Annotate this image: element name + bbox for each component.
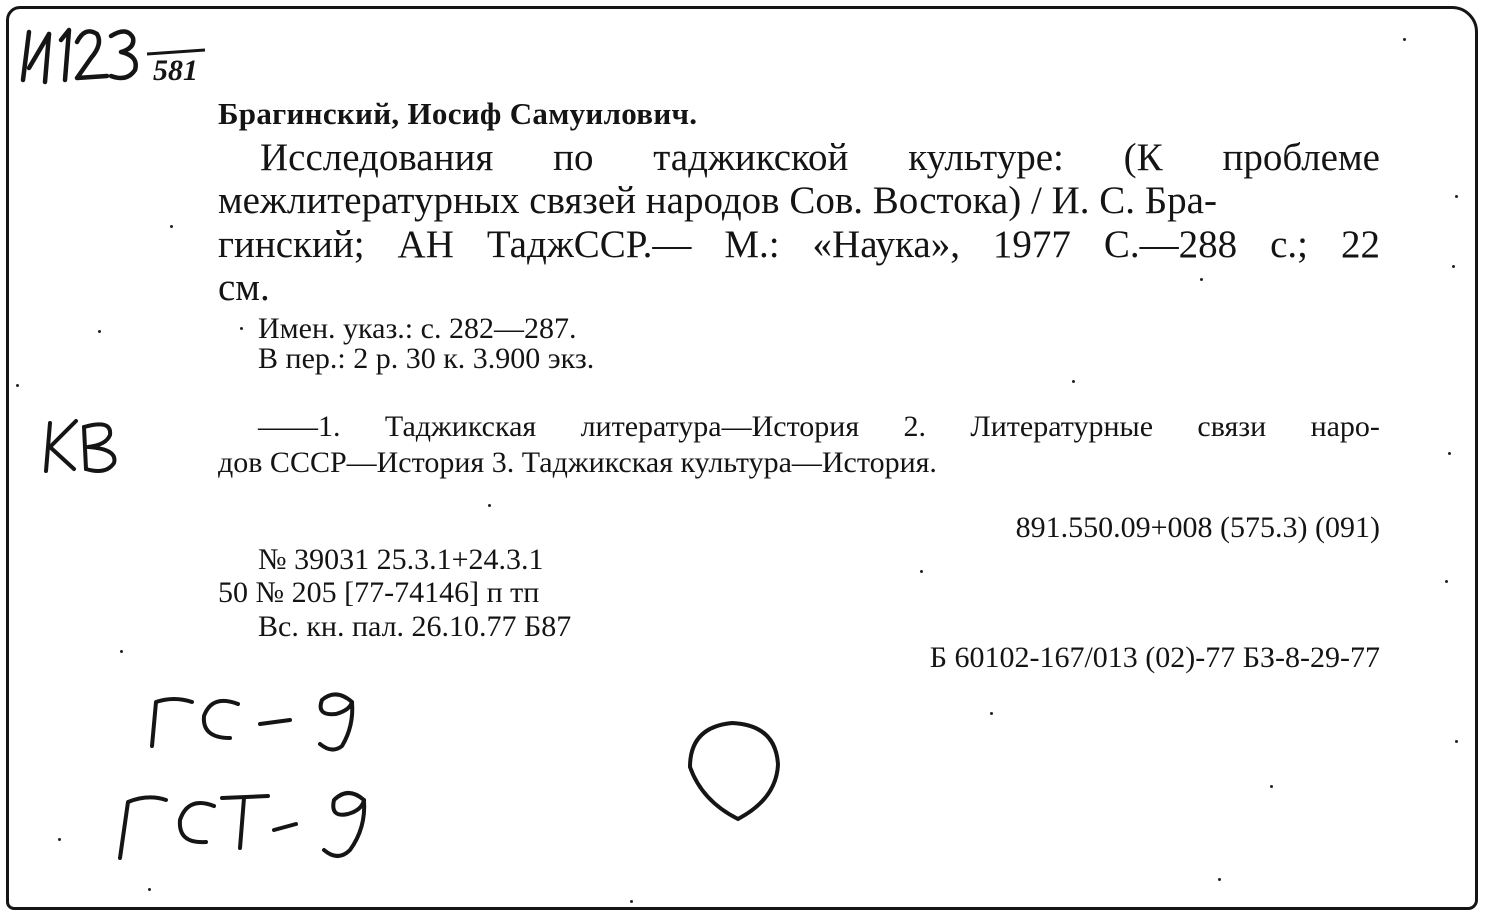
subject-word: ——1. bbox=[258, 410, 341, 443]
subject-word: литература—История bbox=[580, 410, 860, 443]
title-word: таджикской bbox=[653, 136, 849, 179]
subject-word: связи bbox=[1197, 410, 1267, 443]
subject-word: Таджикская bbox=[384, 410, 537, 443]
shelf-mark-handwritten bbox=[15, 18, 215, 90]
title-word: проблеме bbox=[1222, 136, 1380, 179]
udc-code: 891.550.09+008 (575.3) (091) bbox=[1015, 511, 1380, 544]
catalog-number: № 39031 25.3.1+24.3.1 bbox=[258, 543, 544, 576]
book-chamber-line: Вс. кн. пал. 26.10.77 Б87 bbox=[258, 610, 572, 643]
subjects-line-2: дов СССР—История 3. Таджикская культура—История. bbox=[218, 446, 937, 479]
handwritten-gst-9 bbox=[110, 778, 380, 870]
drawn-circle-mark bbox=[680, 715, 790, 827]
note-index: Имен. указ.: с. 282—287. bbox=[258, 312, 577, 345]
title-word: АН bbox=[397, 223, 454, 266]
title-word: 1977 bbox=[992, 223, 1071, 266]
title-word: 22 bbox=[1340, 223, 1380, 266]
title-word: (К bbox=[1123, 136, 1163, 179]
publication-code: Б 60102-167/013 (02)-77 БЗ-8-29-77 bbox=[929, 641, 1380, 674]
title-word: С.—288 bbox=[1103, 223, 1238, 266]
title-line-1 bbox=[260, 138, 1380, 177]
subjects-line-1 bbox=[258, 412, 1380, 442]
handwritten-gs-9 bbox=[140, 680, 380, 760]
note-price: В пер.: 2 р. 30 к. 3.900 экз. bbox=[258, 342, 595, 375]
title-word: М.: bbox=[724, 223, 780, 266]
title-word: Исследования bbox=[260, 136, 494, 179]
subject-word: Литературные bbox=[970, 410, 1154, 443]
author-heading: Брагинский, Иосиф Самуилович. bbox=[218, 96, 698, 131]
title-word: по bbox=[553, 136, 594, 179]
title-word: «Наука», bbox=[812, 223, 960, 266]
title-line-4: см. bbox=[218, 266, 270, 309]
title-word: с.; bbox=[1270, 223, 1308, 266]
handwritten-kv bbox=[40, 415, 130, 477]
subject-word: наро- bbox=[1310, 410, 1380, 443]
title-word: ТаджССР.— bbox=[486, 223, 692, 266]
title-line-2: межлитературных связей народов Сов. Востока) / И. С. Бра- bbox=[218, 179, 1217, 222]
title-word: культуре: bbox=[908, 136, 1064, 179]
catalog-order: 50 № 205 [77-74146] п тп bbox=[218, 576, 540, 609]
shelf-mark-sub: 581 bbox=[153, 54, 198, 87]
subject-word: 2. bbox=[903, 410, 927, 443]
title-word: гинский; bbox=[218, 223, 365, 266]
title-line-3 bbox=[218, 225, 1380, 264]
